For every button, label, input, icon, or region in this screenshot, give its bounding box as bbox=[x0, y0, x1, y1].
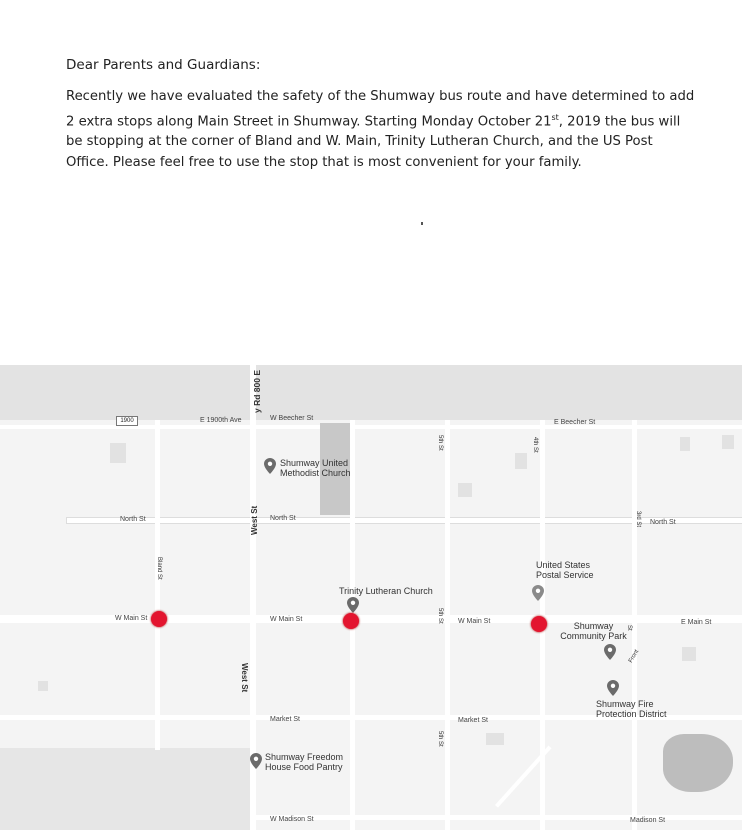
label-3rd: 3rd St bbox=[635, 511, 641, 528]
food-pantry-label[interactable]: Shumway Freedom House Food Pantry bbox=[265, 752, 344, 772]
third-street bbox=[632, 420, 637, 830]
letter-paragraph: Recently we have evaluated the safety of the Shumway bus route and have determined to add 2 extra stops along Main Street in Shumway. Starting Monday October 21st, 2019 the bus will be stopping at the corner of Bland and W. Main, Trinity Lutheran Church, and the US Post Office. Please feel free to use the stop that is most convenient for your family. bbox=[66, 89, 695, 170]
bland-street bbox=[155, 420, 160, 750]
label-w-main-3: W Main St bbox=[458, 618, 491, 625]
label-market-2: Market St bbox=[458, 717, 488, 724]
label-5th-lower: 5th St bbox=[437, 731, 443, 747]
map-bottom-band bbox=[0, 748, 255, 830]
label-rd800e: y Rd 800 E bbox=[252, 370, 262, 413]
label-west-st-lower: West St bbox=[240, 663, 249, 693]
label-madison: Madison St bbox=[630, 817, 666, 824]
building bbox=[38, 681, 48, 691]
postal-service-label[interactable]: United States Postal Service bbox=[536, 560, 594, 580]
community-park-label[interactable]: Shumway Community Park bbox=[560, 621, 627, 641]
bus-stop-trinity-lutheran[interactable] bbox=[343, 613, 359, 629]
building bbox=[458, 483, 472, 497]
label-north-west: North St bbox=[120, 516, 146, 523]
label-5th-upper: 5th St bbox=[437, 435, 443, 451]
label-w-madison: W Madison St bbox=[270, 816, 314, 823]
label-5th-mid: 5th St bbox=[437, 608, 443, 624]
park-area bbox=[663, 734, 733, 792]
building bbox=[680, 437, 690, 451]
postal-pin-icon[interactable] bbox=[532, 585, 544, 601]
map-top-band bbox=[0, 365, 742, 420]
beecher-street bbox=[0, 425, 742, 429]
fifth-street bbox=[445, 420, 450, 830]
fire-pin-icon[interactable] bbox=[607, 680, 619, 696]
label-e-main: E Main St bbox=[681, 619, 712, 626]
road-shield-1900: 1900 bbox=[116, 416, 138, 426]
label-w-main-1: W Main St bbox=[115, 615, 148, 622]
label-w-beecher: W Beecher St bbox=[270, 415, 314, 422]
lutheran-church-label[interactable]: Trinity Lutheran Church bbox=[339, 586, 433, 596]
methodist-church-label[interactable]: Shumway United Methodist Church bbox=[280, 458, 351, 478]
building bbox=[486, 733, 504, 745]
scan-speck bbox=[421, 222, 423, 225]
pantry-pin-icon[interactable] bbox=[250, 753, 262, 769]
label-front: Front bbox=[628, 648, 641, 664]
label-market-1: Market St bbox=[270, 716, 300, 723]
madison-street bbox=[255, 815, 742, 820]
methodist-pin-icon[interactable] bbox=[264, 458, 276, 474]
label-4th: 4th St bbox=[532, 437, 538, 453]
building bbox=[515, 453, 527, 469]
bus-stop-bland-main[interactable] bbox=[151, 611, 167, 627]
label-north-east: North St bbox=[650, 519, 676, 526]
label-w-main-2: W Main St bbox=[270, 616, 303, 623]
fire-district-label[interactable]: Shumway Fire Protection District bbox=[596, 699, 667, 719]
map[interactable] bbox=[0, 365, 742, 830]
bus-stop-post-office[interactable] bbox=[531, 616, 547, 632]
park-pin-icon[interactable] bbox=[604, 644, 616, 660]
lutheran-pin-icon[interactable] bbox=[347, 597, 359, 613]
building bbox=[722, 435, 734, 449]
building bbox=[682, 647, 696, 661]
label-second: St bbox=[626, 625, 632, 631]
label-west-st-upper: West St bbox=[250, 505, 259, 535]
label-e1900th: E 1900th Ave bbox=[200, 417, 242, 424]
building bbox=[110, 443, 126, 463]
greeting: Dear Parents and Guardians: bbox=[66, 57, 261, 73]
label-e-beecher: E Beecher St bbox=[554, 419, 596, 426]
label-north-mid: North St bbox=[270, 515, 296, 522]
label-bland: Bland St bbox=[156, 557, 162, 580]
